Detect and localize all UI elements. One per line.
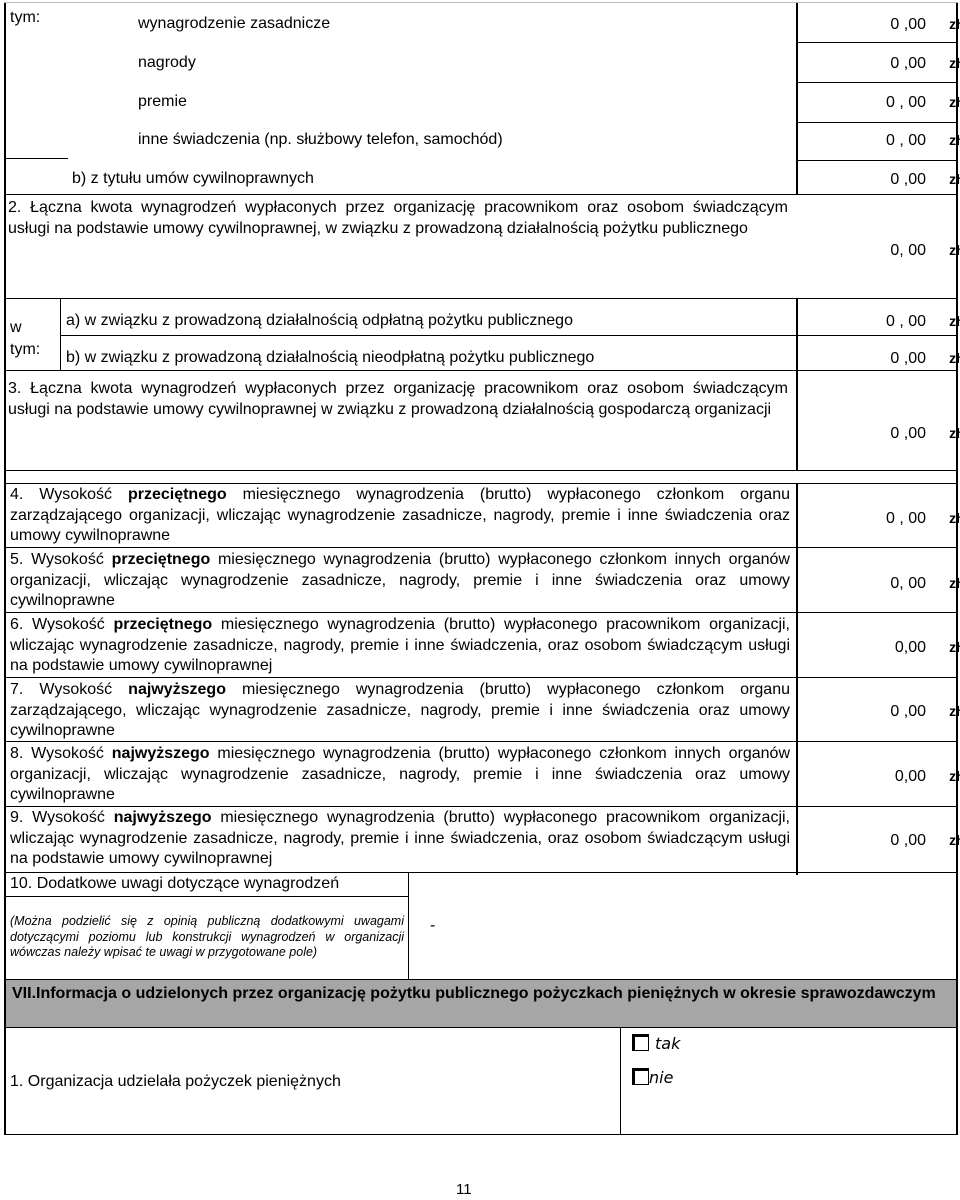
section10-title: 10. Dodatkowe uwagi dotyczące wynagrodzeń — [10, 875, 340, 892]
amount-field: 0, 00 zł — [890, 575, 960, 592]
tym-label: tym: — [10, 341, 41, 358]
page-number: 11 — [456, 1181, 472, 1198]
amount-field: 0 ,00 zł — [890, 832, 960, 849]
amount-field: 0, 00 zł — [890, 242, 960, 259]
question-label: 1. Organizacja udzielała pożyczek pieniężnych — [10, 1073, 341, 1090]
item-label: a) w związku z prowadzoną działalnością odpłatną pożytku publicznego — [66, 312, 573, 329]
item-label: nagrody — [138, 54, 196, 71]
left-border — [4, 2, 6, 1135]
amount-field: 0 ,00 zł — [890, 425, 960, 442]
amount-field: 0 ,00 zł — [890, 55, 960, 72]
item-label: inne świadczenia (np. służbowy telefon, samochód) — [138, 131, 503, 148]
section7-title: VII.Informacja o udzielonych przez organizację pożytku publicznego pożyczkach pieniężnych w okresie sprawozdawczym — [12, 985, 936, 1002]
item-7-text: 7. Wysokość najwyższego miesięcznego wynagrodzenia (brutto) wypłaconego członkom organu zarządzającego, wliczając wynagrodzenie zasadnicze, nagrody, premie i inne świadczenia oraz umowy cywilnoprawne — [10, 681, 790, 739]
item-label: premie — [138, 93, 187, 110]
option-yes[interactable]: tak — [632, 1034, 680, 1054]
amount-field: 0 ,00 zł — [890, 350, 960, 367]
tym-label: tym: — [10, 9, 41, 26]
option-no[interactable]: nie — [632, 1068, 673, 1088]
item-6-text: 6. Wysokość przeciętnego miesięcznego wynagrodzenia (brutto) wypłaconego pracownikom organizacji, wliczając wynagrodzenie zasadnicze, nagrody, premie i inne świadczenia, oraz osobom świadczącym usługi na podstawie umowy cywilnoprawnej — [10, 616, 790, 674]
amount-field: 0,00 zł — [894, 768, 960, 785]
section3-text: 3. Łączna kwota wynagrodzeń wypłaconych przez organizację pracownikom oraz osobom świadczącym usługi na podstawie umowy cywilnoprawnej w związku z prowadzoną działalnością gospodarczą organizacji — [8, 380, 788, 418]
checkbox-icon[interactable] — [632, 1034, 649, 1051]
item-4-text: 4. Wysokość przeciętnego miesięcznego wynagrodzenia (brutto) wypłaconego członkom organu zarządzającego organizacji, wliczając wynagrodzenie zasadnicze, nagrody, premie i inne świadczenia oraz umowy cywilnoprawne — [10, 486, 790, 544]
amount-field: 0 ,00 zł — [890, 16, 960, 33]
top-border — [4, 2, 958, 3]
amount-field: 0 , 00 zł — [885, 313, 960, 330]
section10-answer[interactable]: - — [430, 917, 436, 934]
amount-field: 0 ,00 zł — [890, 171, 960, 188]
amount-field: 0,00 zł — [894, 639, 960, 656]
amount-field: 0 , 00 zł — [885, 94, 960, 111]
amount-field: 0 , 00 zł — [885, 132, 960, 149]
w-label: w — [10, 319, 22, 336]
item-label: wynagrodzenie zasadnicze — [138, 15, 331, 32]
item-label: b) w związku z prowadzoną działalnością nieodpłatną pożytku publicznego — [66, 349, 595, 366]
item-5-text: 5. Wysokość przeciętnego miesięcznego wynagrodzenia (brutto) wypłaconego członkom innych organów organizacji, wliczając wynagrodzenie zasadnicze, nagrody, premie i inne świadczenia oraz umowy cywilnoprawne — [10, 551, 790, 609]
section2-text: 2. Łączna kwota wynagrodzeń wypłaconych przez organizację pracownikom oraz osobom świadczącym usługi na podstawie umowy cywilnoprawnej, w związku z prowadzoną działalnością pożytku publicznego — [8, 199, 788, 237]
section7-header — [6, 980, 956, 1027]
item-9-text: 9. Wysokość najwyższego miesięcznego wynagrodzenia (brutto) wypłaconego pracownikom organizacji, wliczając wynagrodzenie zasadnicze, nagrody, premie i inne świadczenia, oraz osobom świadczącym usługi na podstawie umowy cywilnoprawnej — [10, 809, 790, 867]
item-label: b) z tytułu umów cywilnoprawnych — [72, 170, 314, 187]
amount-field: 0 ,00 zł — [890, 703, 960, 720]
amount-column-border-3 — [796, 483, 798, 875]
section10-note: (Można podzielić się z opinią publiczną dodatkowymi uwagami dotyczącymi poziomu lub konstrukcji wynagrodzeń w organizacji wówczas należy wpisać te uwagi w przygotowane pole) — [10, 914, 404, 959]
checkbox-icon[interactable] — [632, 1068, 649, 1085]
amount-field: 0 , 00 zł — [885, 510, 960, 527]
item-8-text: 8. Wysokość najwyższego miesięcznego wynagrodzenia (brutto) wypłaconego członkom innych organów organizacji, wliczając wynagrodzenie zasadnicze, nagrody, premie i inne świadczenia oraz umowy cywilnoprawne — [10, 745, 790, 803]
